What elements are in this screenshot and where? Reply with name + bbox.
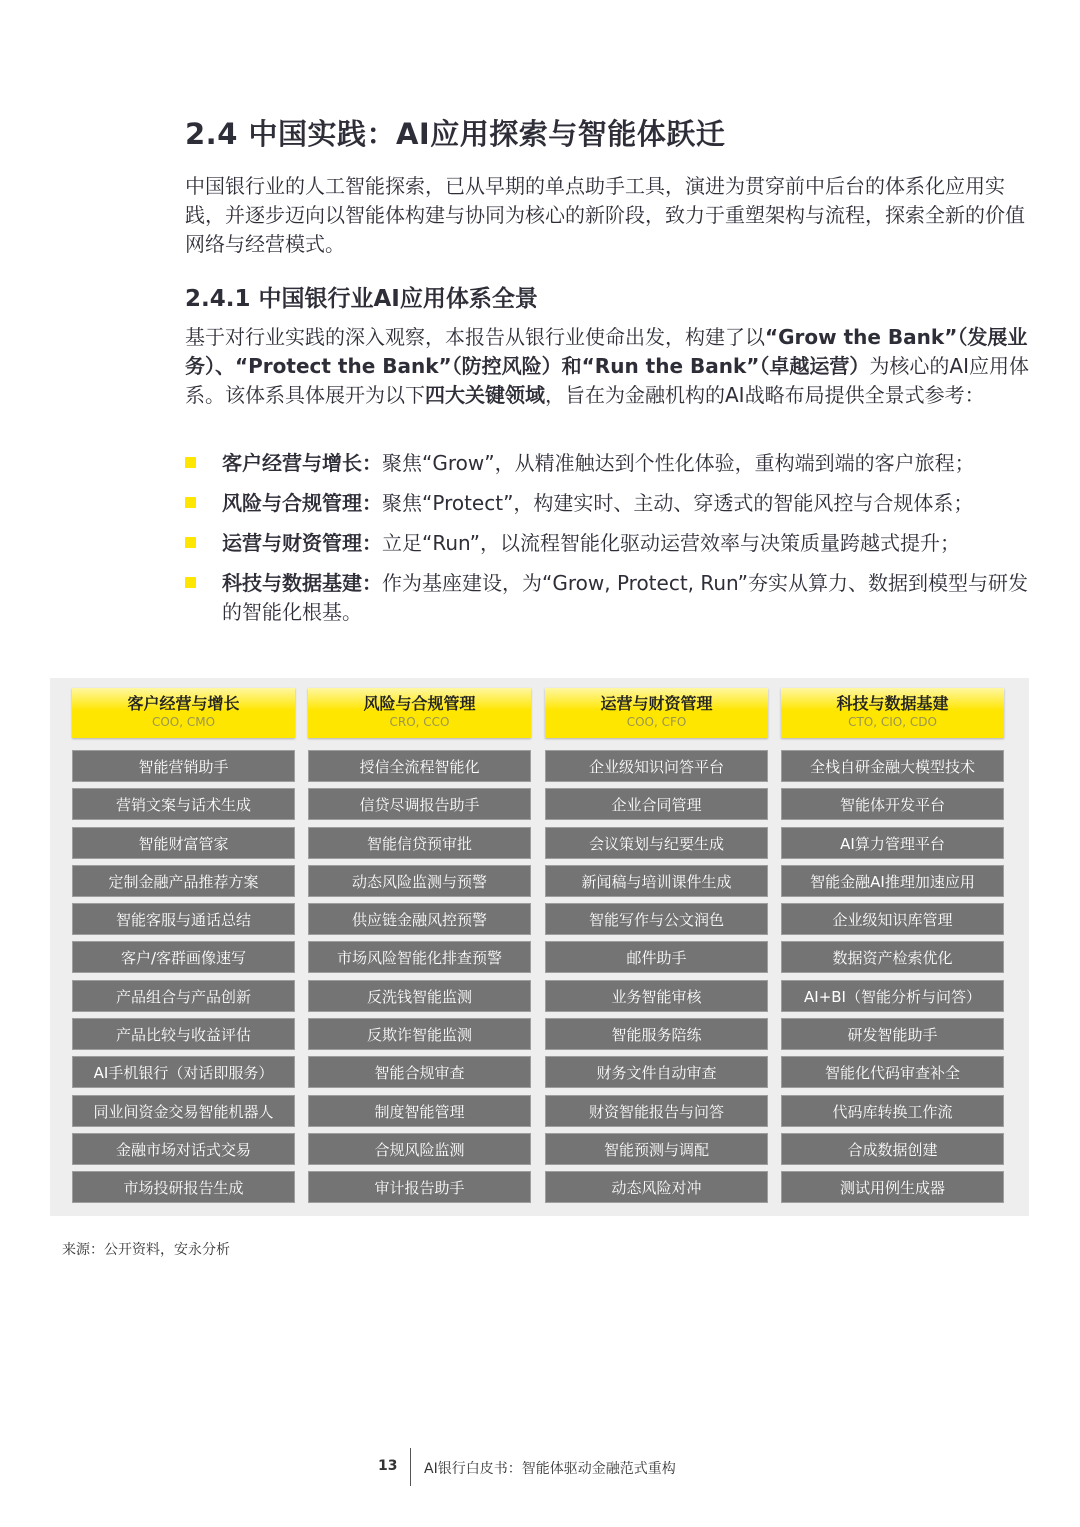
column-header xyxy=(781,688,1004,738)
subsection-title: 2.4.1 中国银行业AI应用体系全景 xyxy=(185,286,538,312)
matrix-item: 制度智能管理 xyxy=(308,1095,531,1127)
matrix-item: 企业级知识问答平台 xyxy=(545,750,768,782)
matrix-item: 定制金融产品推荐方案 xyxy=(72,865,295,897)
matrix-item: 反洗钱智能监测 xyxy=(308,980,531,1012)
matrix-item: 财务文件自动审查 xyxy=(545,1056,768,1088)
column-tech-data xyxy=(781,688,1004,1210)
matrix-item: 动态风险对冲 xyxy=(545,1171,768,1203)
matrix-item: 反欺诈智能监测 xyxy=(308,1018,531,1050)
matrix-item: 市场风险智能化排查预警 xyxy=(308,941,531,973)
column-roles: CRO, CCO xyxy=(389,715,450,729)
ai-application-matrix xyxy=(50,678,1029,1216)
column-items xyxy=(308,750,531,1203)
matrix-item: 代码库转换工作流 xyxy=(781,1095,1004,1127)
bullet-label: 运营与财资管理： xyxy=(222,531,382,555)
matrix-item: 合规风险监测 xyxy=(308,1133,531,1165)
matrix-item: 会议策划与纪要生成 xyxy=(545,827,768,859)
matrix-item: 智能合规审查 xyxy=(308,1056,531,1088)
matrix-item: 研发智能助手 xyxy=(781,1018,1004,1050)
bullet-label: 科技与数据基建： xyxy=(222,571,382,595)
column-operations-finance xyxy=(545,688,768,1210)
footer-doc-title: AI银行白皮书：智能体驱动金融范式重构 xyxy=(424,1461,676,1477)
body-text-3: ，旨在为金融机构的AI战略布局提供全景式参考： xyxy=(545,383,985,407)
column-risk-compliance xyxy=(308,688,531,1210)
column-title: 风险与合规管理 xyxy=(363,694,476,713)
bullet-item xyxy=(185,489,1035,518)
footer-divider xyxy=(410,1448,411,1486)
matrix-item: 智能体开发平台 xyxy=(781,788,1004,820)
body-bold-1: “Grow the Bank”（发展业务）、“Protect the Bank”（防控风险）和“Run the Bank”（卓越运营） xyxy=(185,325,1028,378)
matrix-item: AI手机银行（对话即服务） xyxy=(72,1056,295,1088)
bullet-list xyxy=(185,449,1035,638)
matrix-item: 金融市场对话式交易 xyxy=(72,1133,295,1165)
intro-paragraph: 中国银行业的人工智能探索，已从早期的单点助手工具，演进为贯穿前中后台的体系化应用实践，并逐步迈向以智能体构建与协同为核心的新阶段，致力于重塑架构与流程，探索全新的价值网络与经营模式。 xyxy=(185,174,1025,256)
matrix-item: 授信全流程智能化 xyxy=(308,750,531,782)
matrix-item: 动态风险监测与预警 xyxy=(308,865,531,897)
bullet-square-icon xyxy=(185,457,196,468)
body-text-2: 为核心的AI应用体系。该体系具体展开为以下 xyxy=(185,354,1029,407)
bullet-square-icon xyxy=(185,497,196,508)
column-title: 客户经营与增长 xyxy=(127,694,240,713)
bullet-item xyxy=(185,529,1035,558)
matrix-item: 智能预测与调配 xyxy=(545,1133,768,1165)
bullet-item xyxy=(185,569,1035,627)
matrix-item: 新闻稿与培训课件生成 xyxy=(545,865,768,897)
matrix-item: 同业间资金交易智能机器人 xyxy=(72,1095,295,1127)
section-title: 2.4 中国实践：AI应用探索与智能体跃迁 xyxy=(185,117,726,151)
bullet-text: 作为基座建设，为“Grow, Protect, Run”夯实从算力、数据到模型与研发的智能化根基。 xyxy=(222,571,1028,624)
matrix-item: 合成数据创建 xyxy=(781,1133,1004,1165)
matrix-item: 客户/客群画像速写 xyxy=(72,941,295,973)
bullet-label: 风险与合规管理： xyxy=(222,491,382,515)
bullet-label: 客户经营与增长： xyxy=(222,451,382,475)
matrix-item: 企业级知识库管理 xyxy=(781,903,1004,935)
column-items xyxy=(72,750,295,1203)
column-roles: COO, CFO xyxy=(626,715,687,729)
column-header xyxy=(72,688,295,738)
column-header xyxy=(545,688,768,738)
column-title: 运营与财资管理 xyxy=(600,694,713,713)
matrix-item: 智能写作与公文润色 xyxy=(545,903,768,935)
bullet-text: 聚焦“Grow”，从精准触达到个性化体验，重构端到端的客户旅程； xyxy=(382,451,975,475)
column-items xyxy=(545,750,768,1203)
matrix-item: 数据资产检索优化 xyxy=(781,941,1004,973)
matrix-item: AI+BI（智能分析与问答） xyxy=(781,980,1004,1012)
column-roles: CTO, CIO, CDO xyxy=(848,715,937,729)
column-header xyxy=(308,688,531,738)
matrix-item: 市场投研报告生成 xyxy=(72,1171,295,1203)
bullet-square-icon xyxy=(185,577,196,588)
matrix-item: 企业合同管理 xyxy=(545,788,768,820)
column-customer-growth xyxy=(72,688,295,1210)
column-items xyxy=(781,750,1004,1203)
bullet-square-icon xyxy=(185,537,196,548)
matrix-item: 智能金融AI推理加速应用 xyxy=(781,865,1004,897)
matrix-item: 信贷尽调报告助手 xyxy=(308,788,531,820)
column-title: 科技与数据基建 xyxy=(836,694,949,713)
matrix-item: 智能化代码审查补全 xyxy=(781,1056,1004,1088)
matrix-item: 邮件助手 xyxy=(545,941,768,973)
matrix-item: 财资智能报告与问答 xyxy=(545,1095,768,1127)
body-bold-2: 四大关键领域 xyxy=(425,383,545,407)
bullet-item xyxy=(185,449,1035,478)
bullet-text: 立足“Run”，以流程智能化驱动运营效率与决策质量跨越式提升； xyxy=(382,531,960,555)
source-note: 来源：公开资料，安永分析 xyxy=(62,1242,230,1258)
matrix-item: 营销文案与话术生成 xyxy=(72,788,295,820)
matrix-item: 智能财富管家 xyxy=(72,827,295,859)
column-roles: COO, CMO xyxy=(151,715,216,729)
page-number: 13 xyxy=(378,1458,398,1474)
matrix-item: 智能信贷预审批 xyxy=(308,827,531,859)
matrix-item: 测试用例生成器 xyxy=(781,1171,1004,1203)
matrix-item: AI算力管理平台 xyxy=(781,827,1004,859)
matrix-item: 智能营销助手 xyxy=(72,750,295,782)
matrix-item: 业务智能审核 xyxy=(545,980,768,1012)
body-paragraph xyxy=(185,323,1035,410)
matrix-item: 智能服务陪练 xyxy=(545,1018,768,1050)
body-text-1: 基于对行业实践的深入观察，本报告从银行业使命出发，构建了以 xyxy=(185,325,765,349)
matrix-item: 产品比较与收益评估 xyxy=(72,1018,295,1050)
matrix-item: 供应链金融风控预警 xyxy=(308,903,531,935)
bullet-text: 聚焦“Protect”，构建实时、主动、穿透式的智能风控与合规体系； xyxy=(382,491,974,515)
matrix-item: 审计报告助手 xyxy=(308,1171,531,1203)
matrix-item: 产品组合与产品创新 xyxy=(72,980,295,1012)
matrix-item: 智能客服与通话总结 xyxy=(72,903,295,935)
matrix-item: 全栈自研金融大模型技术 xyxy=(781,750,1004,782)
